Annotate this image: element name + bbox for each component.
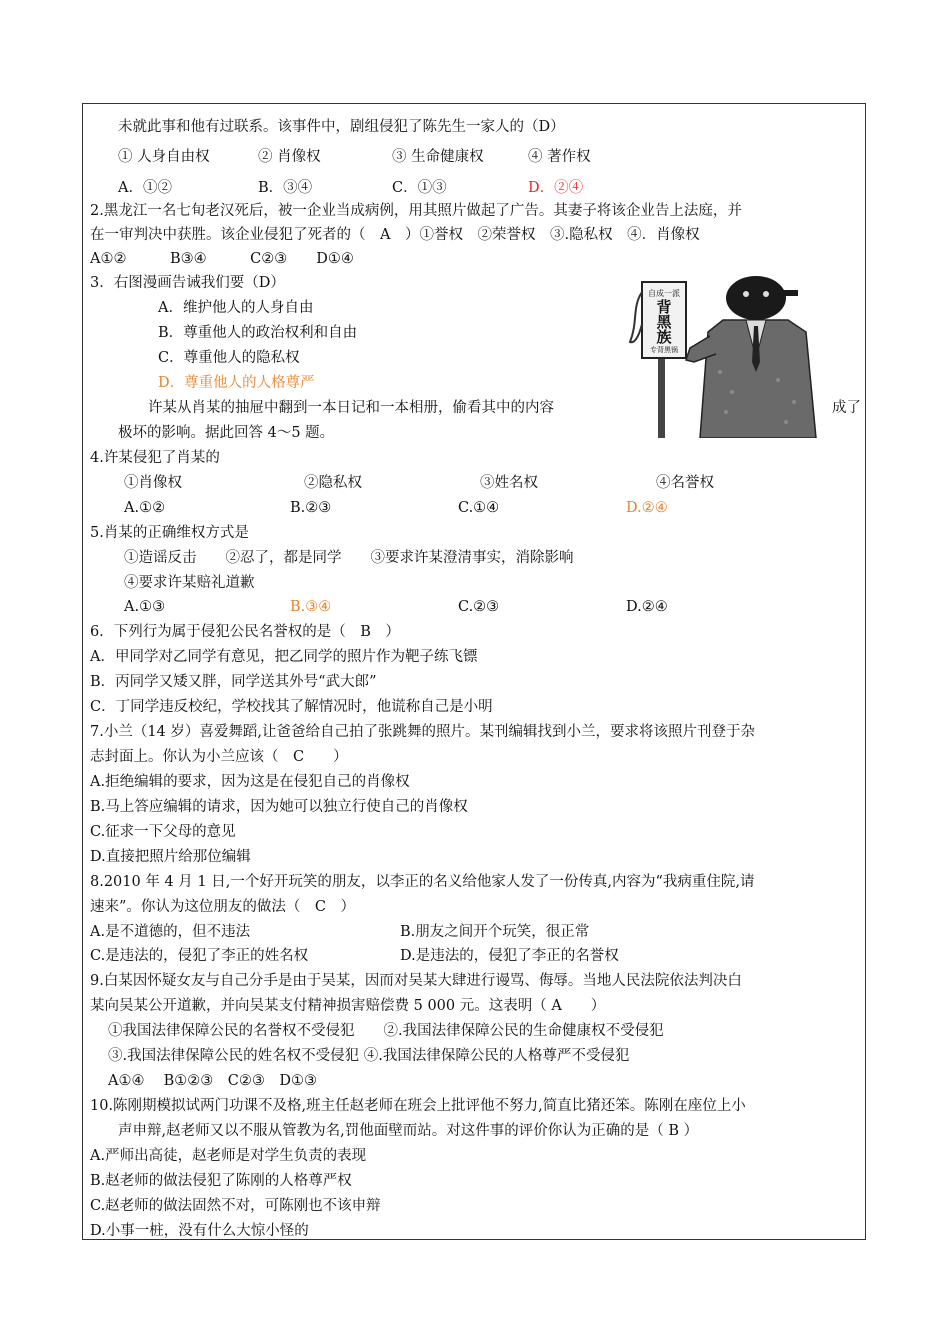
q3-text: 3．右图漫画告诫我们要（D） [90,275,285,291]
q5-option-a: A.①③ [124,599,166,615]
sign-char-1: 背 [656,298,672,316]
sign-top-text: 自成一派 [648,289,680,298]
q8-option-d: D.是违法的，侵犯了李正的名誉权 [400,948,619,964]
q4-option-b: B.②③ [290,500,332,516]
q8-option-a: A.是不道德的，但不违法 [90,924,251,940]
q1-option-b: B．③④ [258,180,313,196]
q4-item-4: ④名誉权 [656,475,714,491]
q8-text-1: 8.2010 年 4 月 1 日,一个好开玩笑的朋友，以李正的名义给他家人发了一份传真,内容为“我病重住院,请 [90,874,755,890]
sign-char-3: 族 [656,328,672,346]
q10-option-a: A.严师出高徒，赵老师是对学生负责的表现 [90,1148,367,1164]
q1-item-4: ④ 著作权 [528,149,591,165]
q3-option-c: C．尊重他人的隐私权 [158,350,300,366]
q8-option-b: B.朋友之间开个玩笑，很正常 [400,924,590,940]
q2-text-2: 在一审判决中获胜。该企业侵犯了死者的（ A ）①誉权 ②荣誉权 ③.隐私权 ④．肖像权 [90,227,700,243]
q4-text: 4.许某侵犯了肖某的 [90,450,220,466]
q7-text-2: 志封面上。你认为小兰应该（ C ） [90,749,348,765]
q5-items-1: ①造谣反击 ②忍了，都是同学 ③要求许某澄清事实，消除影响 [124,550,574,566]
q6-option-a: A．甲同学对乙同学有意见，把乙同学的照片作为靶子练飞镖 [90,649,478,665]
q10-text-1: 10.陈刚期模拟试两门功课不及格,班主任赵老师在班会上批评他不努力,简直比猪还笨。陈刚在座位上小 [90,1098,746,1114]
sign-char-2: 黑 [656,313,672,331]
q9-items-1: ①我国法律保障公民的名誉权不受侵犯 ②.我国法律保障公民的生命健康权不受侵犯 [108,1023,664,1039]
q1-item-1: ① 人身自由权 [118,149,210,165]
sign-bottom-text: 专背黑锅 [650,346,678,354]
q3-option-b: B．尊重他人的政治权利和自由 [158,325,358,341]
passage-line-2: 极坏的影响。据此回答 4～5 题。 [118,425,335,441]
q4-option-c: C.①④ [458,500,500,516]
q5-text: 5.肖某的正确维权方式是 [90,525,249,541]
q1-item-3: ③ 生命健康权 [392,149,484,165]
q4-option-a: A.①② [124,500,166,516]
q3-option-d-answer: D．尊重他人的人格尊严 [158,375,315,391]
q9-text-2: 某向吴某公开道歉，并向吴某支付精神损害赔偿费 5 000 元。这表明（ A ） [90,998,606,1014]
q7-text-1: 7.小兰（14 岁）喜爱舞蹈,让爸爸给自己拍了张跳舞的照片。某刊编辑找到小兰，要求将该照片刊登于杂 [90,724,755,740]
cartoon-image [628,262,858,438]
q6-option-b: B．丙同学又矮又胖，同学送其外号“武大郎” [90,674,377,690]
q7-option-b: B.马上答应编辑的请求，因为她可以独立行使自己的肖像权 [90,799,468,815]
q4-item-2: ②隐私权 [304,475,362,491]
q5-items-2: ④要求许某赔礼道歉 [124,575,255,591]
q8-text-2: 速来”。你认为这位朋友的做法（ C ） [90,899,356,915]
passage-line-1: 许某从肖某的抽屉中翻到一本日记和一本相册，偷看其中的内容 [148,400,554,416]
q9-options: A①④ B①②③ C②③ D①③ [108,1073,317,1089]
q9-text-1: 9.白某因怀疑女友与自己分手是由于吴某，因而对吴某大肆进行谩骂、侮辱。当地人民法院依法判决白 [90,973,742,989]
q1-option-a: A．①② [118,180,172,196]
q7-option-a: A.拒绝编辑的要求，因为这是在侵犯自己的肖像权 [90,774,410,790]
q4-option-d-answer: D.②④ [626,500,668,516]
passage-line-1-end: 成了 [832,400,861,416]
q5-option-c: C.②③ [458,599,500,615]
q9-items-2: ③.我国法律保障公民的姓名权不受侵犯 ④.我国法律保障公民的人格尊严不受侵犯 [108,1048,630,1064]
q2-options: A①② B③④ C②③ D①④ [90,251,354,267]
q4-item-1: ①肖像权 [124,475,182,491]
q5-option-b-answer: B.③④ [290,599,332,615]
q5-option-d: D.②④ [626,599,668,615]
q10-option-c: C.赵老师的做法固然不对，可陈刚也不该申辩 [90,1198,381,1214]
q6-option-c: C．丁同学违反校纪，学校找其了解情况时，他谎称自己是小明 [90,699,493,715]
q4-item-3: ③姓名权 [480,475,538,491]
q8-option-c: C.是违法的，侵犯了李正的姓名权 [90,948,309,964]
q1-item-2: ② 肖像权 [258,149,321,165]
q7-option-c: C.征求一下父母的意见 [90,824,236,840]
q1-option-d-answer: D．②④ [528,180,584,196]
q10-option-d: D.小事一桩，没有什么大惊小怪的 [90,1223,309,1239]
q10-option-b: B.赵老师的做法侵犯了陈刚的人格尊严权 [90,1173,352,1189]
q1-option-c: C．①③ [392,180,447,196]
q2-text-1: 2.黑龙江一名七旬老汉死后，被一企业当成病例，用其照片做起了广告。其妻子将该企业告上法庭，并 [90,203,742,219]
q3-option-a: A．维护他人的人身自由 [158,300,314,316]
q7-option-d: D.直接把照片给那位编辑 [90,849,251,865]
q1-text: 未就此事和他有过联系。该事件中，剧组侵犯了陈先生一家人的（D） [118,119,565,135]
q6-text: 6．下列行为属于侵犯公民名誉权的是（ B ） [90,624,400,640]
q10-text-2: 声申辩,赵老师又以不服从管教为名,罚他面壁而站。对这件事的评价你认为正确的是（ B ） [118,1123,699,1139]
